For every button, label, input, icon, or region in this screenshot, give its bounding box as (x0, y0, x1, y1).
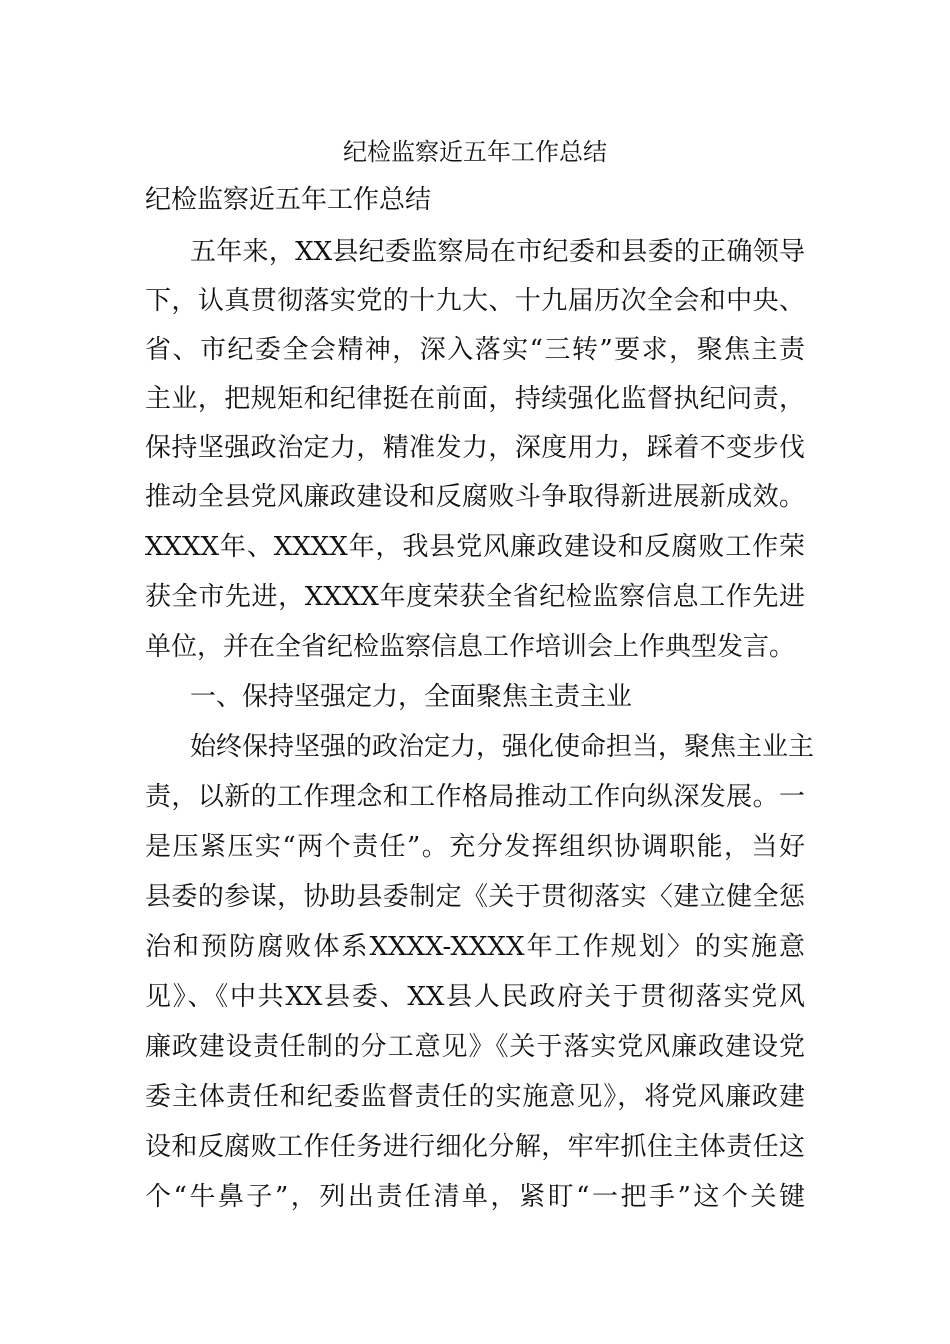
paragraph-line: 五年来，XX县纪委监察局在市纪委和县委的正确领导 (190, 237, 805, 267)
paragraph-line: 设和反腐败工作任务进行细化分解，牢牢抓住主体责任这 (145, 1132, 805, 1162)
paragraph-line: 见》、《中共XX县委、XX县人民政府关于贯彻落实党风 (145, 982, 805, 1012)
document-title: 纪检监察近五年工作总结 (343, 138, 607, 166)
paragraph-line: 个“牛鼻子”，列出责任清单，紧盯“一把手”这个关键 (145, 1182, 805, 1212)
paragraph-line: 获全市先进，XXXX年度荣获全省纪检监察信息工作先进 (145, 582, 805, 612)
paragraph-line: 下，认真贯彻落实党的十九大、十九届历次全会和中央、 (145, 286, 805, 316)
paragraph-line: 单位，并在全省纪检监察信息工作培训会上作典型发言。 (145, 632, 796, 662)
document-subtitle: 纪检监察近五年工作总结 (145, 185, 432, 215)
paragraph-line: 是压紧压实“两个责任”。充分发挥组织协调职能，当好 (145, 832, 805, 862)
paragraph-line: 治和预防腐败体系XXXX-XXXX年工作规划〉的实施意 (145, 932, 805, 962)
paragraph-line: 责，以新的工作理念和工作格局推动工作向纵深发展。一 (145, 782, 805, 812)
paragraph-line: 县委的参谋，协助县委制定《关于贯彻落实〈建立健全惩 (145, 882, 805, 912)
section-heading: 一、保持坚强定力，全面聚焦主责主业 (190, 682, 633, 712)
paragraph-line: 保持坚强政治定力，精准发力，深度用力，踩着不变步伐 (145, 433, 805, 463)
paragraph-line: 委主体责任和纪委监督责任的实施意见》，将党风廉政建 (145, 1082, 805, 1112)
paragraph-line: 廉政建设责任制的分工意见》《关于落实党风廉政建设党 (145, 1032, 805, 1062)
paragraph-line: 推动全县党风廉政建设和反腐败斗争取得新进展新成效。 (145, 482, 805, 512)
paragraph-line: XXXX年、XXXX年，我县党风廉政建设和反腐败工作荣 (145, 532, 805, 562)
paragraph-line: 始终保持坚强的政治定力，强化使命担当，聚焦主业主 (190, 732, 815, 762)
paragraph-line: 主业，把规矩和纪律挺在前面，持续强化监督执纪问责， (145, 384, 805, 414)
paragraph-line: 省、市纪委全会精神，深入落实“三转”要求，聚焦主责 (145, 335, 805, 365)
